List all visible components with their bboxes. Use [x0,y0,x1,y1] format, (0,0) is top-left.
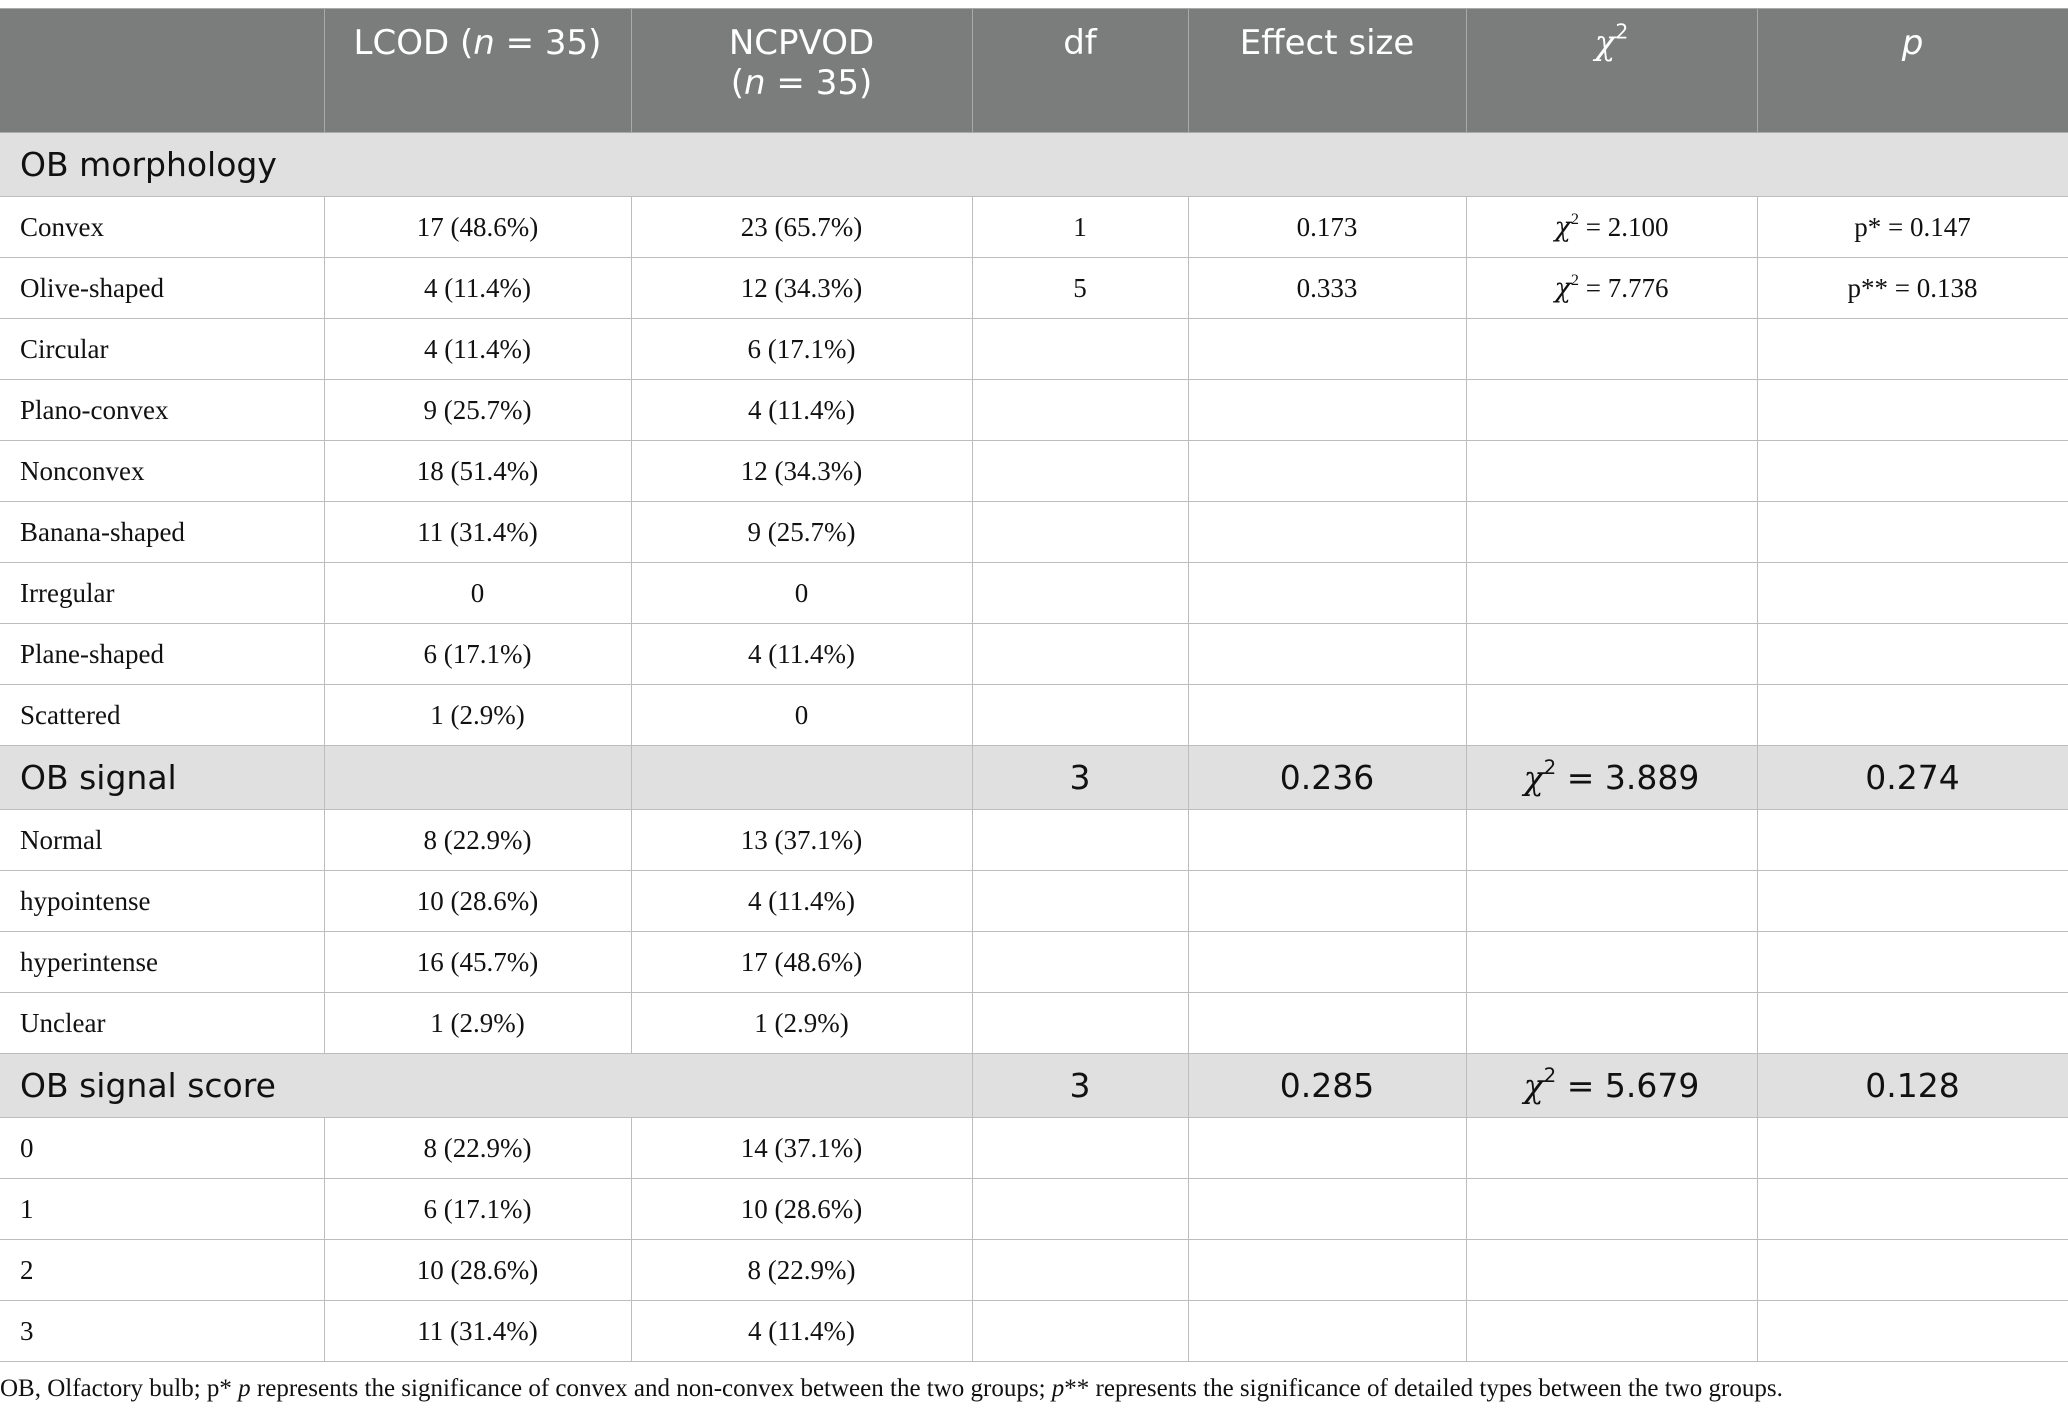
lcod-cell: 1 (2.9%) [324,685,631,746]
row-label: Unclear [0,993,324,1054]
results-table [0,8,2068,1362]
table-row [0,685,2068,746]
row-label: Convex [0,197,324,258]
effect-size-cell [1188,441,1466,502]
ncpvod-cell: 9 (25.7%) [631,502,972,563]
row-label: hypointense [0,871,324,932]
ncpvod-cell: 4 (11.4%) [631,1301,972,1362]
effect-size-cell [1188,1240,1466,1301]
header-ncpvod-line2 [632,63,972,103]
p-cell: p** = 0.138 [1757,258,2068,319]
header-effect-size: Effect size [1188,9,1466,133]
table-row [0,993,2068,1054]
lcod-cell: 9 (25.7%) [324,380,631,441]
effect-size-cell [1188,871,1466,932]
effect-size-cell [1188,1118,1466,1179]
ncpvod-cell: 10 (28.6%) [631,1179,972,1240]
effect-size-cell [1188,1301,1466,1362]
table-row [0,563,2068,624]
p-cell [1757,871,2068,932]
chi-superscript: 2 [1570,209,1579,228]
table-row [0,502,2068,563]
section-row-signal-score [0,1054,2068,1118]
p-cell [1757,685,2068,746]
chi-square-cell [1466,1118,1757,1179]
header-chi-square [1466,9,1757,133]
row-label: Banana-shaped [0,502,324,563]
lcod-cell: 6 (17.1%) [324,1179,631,1240]
df-cell [972,993,1188,1054]
ncpvod-cell: 23 (65.7%) [631,197,972,258]
lcod-cell: 10 (28.6%) [324,1240,631,1301]
p-cell [1757,1240,2068,1301]
effect-size-cell [1188,685,1466,746]
section-label: OB morphology [0,133,2068,197]
chi-square-cell [1466,624,1757,685]
chi-square-cell [1466,685,1757,746]
df-cell [972,810,1188,871]
p-cell [1757,810,2068,871]
table-header [0,9,2068,133]
p-cell [1757,380,2068,441]
chi-square-cell [1466,871,1757,932]
table-row [0,258,2068,319]
chi-symbol: χ [1554,211,1571,243]
lcod-cell: 4 (11.4%) [324,319,631,380]
table-row [0,810,2068,871]
header-empty [0,9,324,133]
chi-value: = 2.100 [1578,211,1669,242]
lcod-cell: 11 (31.4%) [324,1301,631,1362]
header-lcod-prefix: LCOD ( [353,23,474,63]
chi-square-cell [1466,380,1757,441]
table-row [0,1301,2068,1362]
p-cell [1757,932,2068,993]
chi-square-cell [1466,563,1757,624]
lcod-cell: 6 (17.1%) [324,624,631,685]
chi-square-cell [1466,810,1757,871]
df-cell: 5 [972,258,1188,319]
lcod-cell: 1 (2.9%) [324,993,631,1054]
row-label: Irregular [0,563,324,624]
effect-size-cell: 0.236 [1188,746,1466,810]
ncpvod-cell: 12 (34.3%) [631,441,972,502]
lcod-cell: 4 (11.4%) [324,258,631,319]
chi-square-cell [1466,746,1757,810]
effect-size-cell [1188,624,1466,685]
effect-size-cell [1188,319,1466,380]
row-label: Plano-convex [0,380,324,441]
row-label: 1 [0,1179,324,1240]
row-label: 0 [0,1118,324,1179]
header-ncpvod [631,9,972,133]
effect-size-cell [1188,380,1466,441]
row-label: 2 [0,1240,324,1301]
ncpvod-cell: 8 (22.9%) [631,1240,972,1301]
row-label: hyperintense [0,932,324,993]
chi-symbol: χ [1554,272,1571,304]
ncpvod-cell: 6 (17.1%) [631,319,972,380]
df-cell [972,380,1188,441]
p-cell: 0.274 [1757,746,2068,810]
header-lcod-n: n [473,23,495,63]
chi-square-cell [1466,502,1757,563]
ncpvod-cell: 0 [631,563,972,624]
effect-size-cell: 0.173 [1188,197,1466,258]
df-cell [972,932,1188,993]
chi-square-cell [1466,441,1757,502]
p-cell: p* = 0.147 [1757,197,2068,258]
p-cell [1757,319,2068,380]
lcod-cell: 17 (48.6%) [324,197,631,258]
chi-square-cell [1466,1054,1757,1118]
effect-size-cell [1188,810,1466,871]
df-cell [972,871,1188,932]
df-cell [972,1301,1188,1362]
row-label: Normal [0,810,324,871]
chi-square-cell [1466,319,1757,380]
table-row [0,1179,2068,1240]
chi-superscript: 2 [1615,19,1629,44]
footnote-part1: OB, Olfactory bulb; p* [0,1375,239,1402]
section-label: OB signal score [0,1054,972,1118]
df-cell [972,563,1188,624]
row-label: Nonconvex [0,441,324,502]
df-cell [972,1240,1188,1301]
ncpvod-cell: 1 (2.9%) [631,993,972,1054]
header-p: p [1757,9,2068,133]
ncpvod-cell: 13 (37.1%) [631,810,972,871]
ncpvod-cell: 4 (11.4%) [631,871,972,932]
df-cell: 3 [972,1054,1188,1118]
ncpvod-cell: 17 (48.6%) [631,932,972,993]
row-label: Olive-shaped [0,258,324,319]
df-cell: 1 [972,197,1188,258]
chi-symbol: χ [1523,1066,1544,1105]
lcod-cell: 0 [324,563,631,624]
chi-value: = 5.679 [1556,1066,1700,1105]
table-row [0,319,2068,380]
chi-symbol: χ [1523,758,1544,797]
table-row [0,624,2068,685]
section-row-signal [0,746,2068,810]
lcod-cell: 18 (51.4%) [324,441,631,502]
p-cell [1757,563,2068,624]
chi-symbol: χ [1594,23,1616,63]
p-cell [1757,624,2068,685]
df-cell [972,441,1188,502]
table-row [0,1118,2068,1179]
chi-square-cell [1466,1179,1757,1240]
df-cell: 3 [972,746,1188,810]
table-row [0,441,2068,502]
chi-square-cell [1466,993,1757,1054]
row-label: Plane-shaped [0,624,324,685]
chi-square-cell [1466,197,1757,258]
chi-value: = 3.889 [1556,758,1700,797]
footnote-part3: ** represents the significance of detailed types between the two groups. [1064,1375,1783,1402]
header-lcod [324,9,631,133]
df-cell [972,685,1188,746]
effect-size-cell [1188,563,1466,624]
df-cell [972,502,1188,563]
footnote-p-italic: p [238,1375,251,1402]
effect-size-cell [1188,502,1466,563]
header-df: df [972,9,1188,133]
lcod-cell: 16 (45.7%) [324,932,631,993]
df-cell [972,319,1188,380]
p-cell: 0.128 [1757,1054,2068,1118]
table-row [0,871,2068,932]
ncpvod-cell [631,746,972,810]
df-cell [972,1179,1188,1240]
p-cell [1757,1179,2068,1240]
table-row [0,932,2068,993]
effect-size-cell: 0.285 [1188,1054,1466,1118]
table-row [0,197,2068,258]
chi-square-cell [1466,1301,1757,1362]
p-cell [1757,1301,2068,1362]
effect-size-cell: 0.333 [1188,258,1466,319]
effect-size-cell [1188,1179,1466,1240]
chi-superscript: 2 [1543,756,1557,780]
p-cell [1757,1118,2068,1179]
effect-size-cell [1188,932,1466,993]
footnote-p2-italic: p [1051,1375,1065,1402]
ncpvod-cell: 14 (37.1%) [631,1118,972,1179]
df-cell [972,1118,1188,1179]
lcod-cell: 10 (28.6%) [324,871,631,932]
lcod-cell: 8 (22.9%) [324,1118,631,1179]
df-cell [972,624,1188,685]
chi-value: = 7.776 [1578,272,1669,303]
ncpvod-cell: 0 [631,685,972,746]
p-cell [1757,441,2068,502]
chi-square-cell [1466,1240,1757,1301]
ncpvod-cell: 4 (11.4%) [631,380,972,441]
chi-superscript: 2 [1570,270,1579,289]
header-ncpvod-suffix: = 35) [765,63,873,103]
row-label: Scattered [0,685,324,746]
lcod-cell [324,746,631,810]
p-cell [1757,502,2068,563]
row-label: 3 [0,1301,324,1362]
ncpvod-cell: 4 (11.4%) [631,624,972,685]
lcod-cell: 11 (31.4%) [324,502,631,563]
ncpvod-cell: 12 (34.3%) [631,258,972,319]
row-label: Circular [0,319,324,380]
header-ncpvod-prefix: ( [730,63,745,103]
p-cell [1757,993,2068,1054]
section-label: OB signal [0,746,324,810]
chi-superscript: 2 [1543,1064,1557,1088]
header-lcod-suffix: = 35) [494,23,602,63]
table-row [0,380,2068,441]
lcod-cell: 8 (22.9%) [324,810,631,871]
chi-square-cell [1466,932,1757,993]
table-row [0,1240,2068,1301]
effect-size-cell [1188,993,1466,1054]
header-ncpvod-line1: NCPVOD [728,23,875,63]
results-table-container [0,8,2068,1362]
footnote-part2: represents the significance of convex and non-convex between the two groups; [250,1375,1052,1402]
chi-square-cell [1466,258,1757,319]
table-footnote [0,1375,2068,1403]
section-row-morphology [0,133,2068,197]
header-ncpvod-n: n [744,63,766,103]
